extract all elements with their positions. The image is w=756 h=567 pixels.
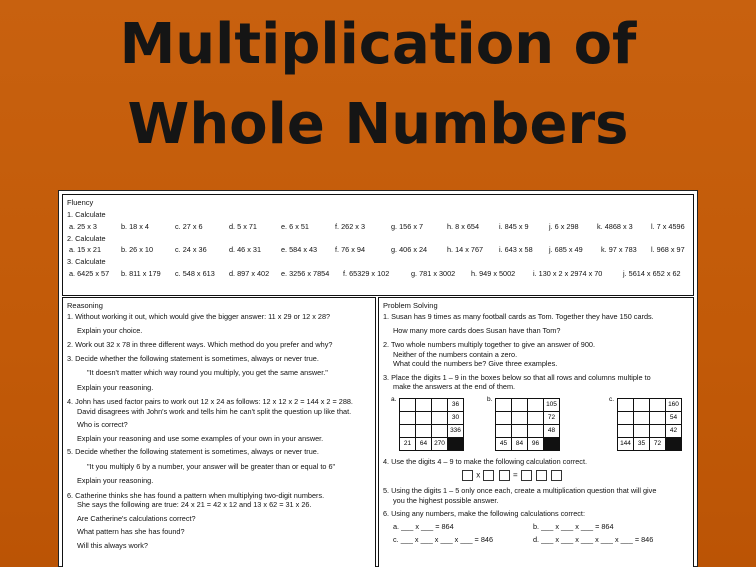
q6-item-a: a. ___ x ___ = 864 [393, 521, 454, 531]
fluency-item: b. 26 x 10 [121, 245, 154, 254]
grid-area [383, 394, 689, 456]
col-product: 21 [400, 437, 416, 450]
fluency-q3-row [67, 267, 689, 280]
problem-q6-items [383, 522, 689, 548]
grid-b [495, 398, 560, 451]
fluency-item: d. 5 x 71 [229, 221, 257, 231]
fluency-header: Fluency [67, 198, 94, 207]
problem-q2c: What could the numbers be? Give three examples. [393, 359, 558, 368]
corner-cell [544, 437, 560, 450]
problem-q2: 2. Two whole numbers multiply together to give an answer of 900. [383, 340, 595, 349]
reasoning-q1: 1. Without working it out, which would give the bigger answer: 11 x 29 or 12 x 28? [67, 312, 331, 321]
fluency-item: e. 3256 x 7854 [281, 268, 330, 278]
problem-q5a: 5. Using the digits 1 – 5 only once each, create a multiplication question that will give [383, 486, 657, 495]
q6-item-b: b. ___ x ___ x ___ = 864 [533, 521, 614, 531]
grid-cell[interactable] [512, 411, 528, 424]
reasoning-q6a: 6. Catherine thinks she has found a pattern when multiplying two-digit numbers. [67, 490, 325, 500]
equals-sign: = [512, 470, 518, 480]
grid-b-label: b. [487, 395, 493, 403]
reasoning-q5: 5. Decide whether the following statement is sometimes, always or never true. [67, 447, 319, 456]
grid-cell[interactable] [496, 411, 512, 424]
fluency-item: f. 262 x 3 [335, 221, 366, 231]
digit-boxes [383, 470, 689, 481]
fluency-item: i. 845 x 9 [499, 221, 529, 231]
fluency-item: k. 97 x 783 [601, 245, 637, 254]
grid-cell[interactable] [634, 411, 650, 424]
problem-solving-section [378, 297, 694, 567]
grid-c-label: c. [609, 395, 615, 403]
fluency-section [62, 194, 694, 296]
fluency-q1-row [67, 220, 689, 233]
reasoning-q3b: Explain your reasoning. [77, 382, 154, 392]
grid-cell[interactable] [528, 424, 544, 437]
reasoning-q6e: Will this always work? [77, 540, 148, 550]
q6-item-c: c. ___ x ___ x ___ x ___ = 846 [393, 534, 494, 544]
grid-cell[interactable] [416, 398, 432, 411]
grid-cell[interactable] [512, 398, 528, 411]
grid-a-label: a. [391, 395, 397, 403]
reasoning-q2: 2. Work out 32 x 78 in three different ways. Which method do you prefer and why? [67, 340, 333, 349]
problem-q2b: Neither of the numbers contain a zero. [393, 349, 518, 359]
digit-box[interactable] [521, 470, 532, 481]
fluency-q2-label: 2. Calculate [67, 233, 106, 243]
grid-cell[interactable] [400, 411, 416, 424]
grid-cell[interactable] [416, 424, 432, 437]
row-product: 48 [544, 424, 560, 437]
problem-q6: 6. Using any numbers, make the following calculations correct: [383, 509, 585, 518]
times-sign: x [476, 470, 481, 480]
col-product: 144 [618, 437, 634, 450]
reasoning-q4c: Who is correct? [77, 420, 128, 429]
fluency-item: e. 6 x 51 [281, 221, 309, 231]
grid-cell[interactable] [400, 398, 416, 411]
fluency-item: e. 584 x 43 [281, 245, 318, 254]
reasoning-q3: 3. Decide whether the following statement is sometimes, always or never true. [67, 353, 319, 363]
fluency-item: k. 4868 x 3 [597, 221, 633, 231]
grid-cell[interactable] [512, 424, 528, 437]
grid-cell[interactable] [618, 424, 634, 437]
grid-cell[interactable] [496, 398, 512, 411]
fluency-item: b. 811 x 179 [121, 268, 161, 278]
fluency-item: d. 897 x 402 [229, 268, 270, 278]
fluency-item: a. 6425 x 57 [69, 268, 110, 278]
row-product: 160 [666, 398, 682, 411]
digit-box[interactable] [483, 470, 494, 481]
problem-q3a: 3. Place the digits 1 – 9 in the boxes below so that all rows and columns multiple to [383, 372, 651, 382]
fluency-item: i. 643 x 58 [499, 245, 533, 254]
grid-cell[interactable] [528, 398, 544, 411]
col-product: 72 [650, 437, 666, 450]
reasoning-q6b: She says the following are true: 24 x 21 = 42 x 12 and 13 x 62 = 31 x 26. [77, 500, 312, 509]
col-product: 64 [416, 437, 432, 450]
reasoning-q6d: What pattern has she has found? [77, 527, 185, 536]
fluency-item: d. 46 x 31 [229, 245, 262, 254]
fluency-item: l. 7 x 4596 [651, 221, 685, 231]
fluency-item: c. 24 x 36 [175, 245, 207, 254]
fluency-q1-label: 1. Calculate [67, 210, 106, 219]
corner-cell [666, 437, 682, 450]
fluency-item: l. 968 x 97 [651, 245, 685, 254]
col-product: 270 [432, 437, 448, 450]
fluency-item: a. 25 x 3 [69, 221, 97, 231]
grid-cell[interactable] [416, 411, 432, 424]
col-product: 35 [634, 437, 650, 450]
reasoning-section [62, 297, 376, 567]
fluency-item: b. 18 x 4 [121, 221, 149, 231]
grid-cell[interactable] [634, 398, 650, 411]
reasoning-q3-quote: "It doesn't matter which way round you multiply, you get the same answer." [87, 368, 328, 377]
fluency-item: h. 949 x 5002 [471, 268, 516, 278]
grid-cell[interactable] [432, 424, 448, 437]
row-product: 72 [544, 411, 560, 424]
col-product: 84 [512, 437, 528, 450]
reasoning-q1b: Explain your choice. [77, 325, 143, 335]
grid-cell[interactable] [432, 411, 448, 424]
problem-q5b: you the highest possible answer. [393, 495, 499, 505]
fluency-q3-label: 3. Calculate [67, 257, 106, 266]
problem-q3b: make the answers at the end of them. [393, 382, 516, 391]
grid-cell[interactable] [432, 398, 448, 411]
grid-cell[interactable] [528, 411, 544, 424]
problem-q4: 4. Use the digits 4 – 9 to make the following calculation correct. [383, 456, 588, 466]
row-product: 54 [666, 411, 682, 424]
reasoning-q5b: Explain your reasoning. [77, 476, 154, 485]
fluency-item: h. 14 x 767 [447, 245, 484, 254]
corner-cell [448, 437, 464, 450]
grid-cell[interactable] [650, 398, 666, 411]
problem-q1b: How many more cards does Susan have than Tom? [393, 325, 561, 335]
problem-q1: 1. Susan has 9 times as many football cards as Tom. Together they have 150 cards. [383, 312, 654, 321]
reasoning-q4b: David disagrees with John's work and tells him he can't split the question up like that. [77, 406, 352, 416]
digit-box[interactable] [462, 470, 473, 481]
grid-cell[interactable] [618, 398, 634, 411]
title-line-2: Whole Numbers [127, 92, 629, 157]
fluency-item: c. 27 x 6 [175, 221, 203, 231]
problem-header: Problem Solving [383, 301, 438, 310]
fluency-item: g. 406 x 24 [391, 245, 428, 254]
reasoning-q4a: 4. John has used factor pairs to work out 12 x 24 as follows: 12 x 12 x 2 = 144 x 2 = 288. [67, 397, 353, 406]
fluency-q2-row [67, 243, 689, 256]
digit-box[interactable] [551, 470, 562, 481]
fluency-item: i. 130 x 2 x 2974 x 70 [533, 268, 603, 278]
fluency-item: f. 76 x 94 [335, 245, 366, 254]
q6-item-d: d. ___ x ___ x ___ x ___ x ___ = 846 [533, 534, 654, 544]
reasoning-q6c: Are Catherine's calculations correct? [77, 513, 196, 523]
row-product: 42 [666, 424, 682, 437]
digit-box[interactable] [499, 470, 510, 481]
row-product: 336 [448, 424, 464, 437]
fluency-item: j. 5614 x 652 x 62 [623, 268, 681, 278]
col-product: 96 [528, 437, 544, 450]
grid-cell[interactable] [634, 424, 650, 437]
row-product: 30 [448, 411, 464, 424]
title-line-1: Multiplication of [119, 12, 637, 77]
grid-cell[interactable] [618, 411, 634, 424]
reasoning-q4d: Explain your reasoning and use some examples of your own in your answer. [77, 433, 324, 443]
fluency-item: j. 685 x 49 [549, 245, 583, 254]
fluency-item: f. 65329 x 102 [343, 268, 390, 278]
grid-cell[interactable] [496, 424, 512, 437]
grid-cell[interactable] [400, 424, 416, 437]
fluency-item: h. 8 x 654 [447, 221, 480, 231]
fluency-item: c. 548 x 613 [175, 268, 215, 278]
row-product: 105 [544, 398, 560, 411]
fluency-item: g. 781 x 3002 [411, 268, 456, 278]
worksheet [58, 190, 698, 567]
digit-box[interactable] [536, 470, 547, 481]
row-product: 36 [448, 398, 464, 411]
col-product: 45 [496, 437, 512, 450]
grid-c [617, 398, 682, 451]
grid-cell[interactable] [650, 411, 666, 424]
fluency-item: g. 156 x 7 [391, 221, 424, 231]
grid-cell[interactable] [650, 424, 666, 437]
reasoning-q5-quote: "It you multiply 6 by a number, your answer will be greater than or equal to 6" [87, 461, 336, 471]
fluency-item: a. 15 x 21 [69, 245, 102, 254]
grid-a [399, 398, 464, 451]
fluency-item: j. 6 x 298 [549, 221, 579, 231]
reasoning-header: Reasoning [67, 301, 103, 310]
